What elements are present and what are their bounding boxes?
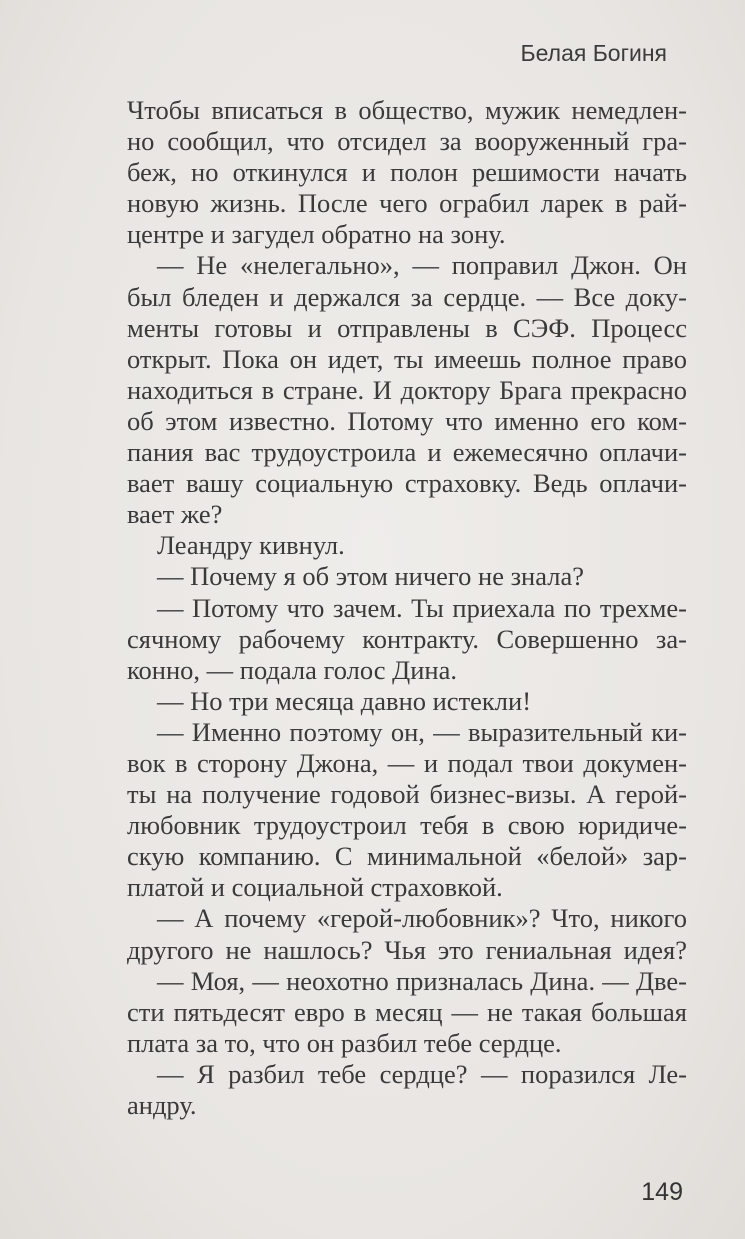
text-line: — Потому что зачем. Ты приехала по трехме- [157, 592, 687, 623]
text-line: ты на получение годовой бизнес-визы. А герой- [127, 779, 687, 810]
text-line: конно, — подала голос Дина. [127, 654, 457, 685]
text-line: — Но три месяца давно истекли! [157, 685, 532, 716]
text-line: скую компанию. С минимальной «белой» зар- [127, 841, 687, 872]
body-text [127, 95, 687, 1121]
text-line: новую жизнь. После чего ограбил ларек в рай- [127, 188, 687, 219]
text-line: — Почему я об этом ничего не знала? [157, 561, 584, 592]
text-line: сти пятьдесят евро в месяц — не такая большая [127, 996, 687, 1027]
text-line: центре и загудел обратно на зону. [127, 219, 506, 250]
text-line: об этом известно. Потому что именно его ком- [127, 405, 687, 436]
text-line: плата за то, что он разбил тебе сердце. [127, 1027, 562, 1058]
text-line: сячному рабочему контракту. Совершенно за- [127, 623, 687, 654]
text-line: Леандру кивнул. [157, 530, 345, 561]
text-line: андру. [127, 1090, 197, 1120]
text-line: — А почему «герой-любовник»? Что, никого [157, 903, 687, 934]
text-line: любовник трудоустроил тебя в свою юридиче- [127, 810, 687, 841]
text-line: другого не нашлось? Чья это гениальная идея? [127, 934, 687, 965]
text-line: беж, но откинулся и полон решимости начать [127, 157, 687, 188]
text-line: открыт. Пока он идет, ты имеешь полное право [127, 343, 687, 374]
text-line: — Не «нелегально», — поправил Джон. Он [157, 250, 687, 281]
text-line: менты готовы и отправлены в СЭФ. Процесс [127, 312, 687, 343]
text-line: вает вашу социальную страховку. Ведь оплачи- [127, 468, 687, 499]
text-line: — Именно поэтому он, — выразительный ки- [157, 716, 687, 747]
text-line: был бледен и держался за сердце. — Все доку- [127, 281, 687, 312]
text-line: но сообщил, что отсидел за вооруженный гра- [127, 126, 687, 157]
page-number: 149 [641, 1178, 683, 1206]
text-line: Чтобы вписаться в общество, мужик немедлен- [127, 95, 687, 125]
text-line: — Я разбил тебе сердце? — поразился Ле- [157, 1058, 687, 1089]
text-line: вает же? [127, 499, 223, 530]
running-header: Белая Богиня [520, 40, 667, 66]
text-line: пания вас трудоустроила и ежемесячно оплачи- [127, 437, 687, 468]
text-line: вок в сторону Джона, — и подал твои докумен- [127, 747, 687, 778]
text-line: платой и социальной страховкой. [127, 872, 503, 903]
text-line: — Моя, — неохотно призналась Дина. — Две- [157, 965, 687, 996]
text-line: находиться в стране. И доктору Брага прекрасно [127, 374, 687, 405]
